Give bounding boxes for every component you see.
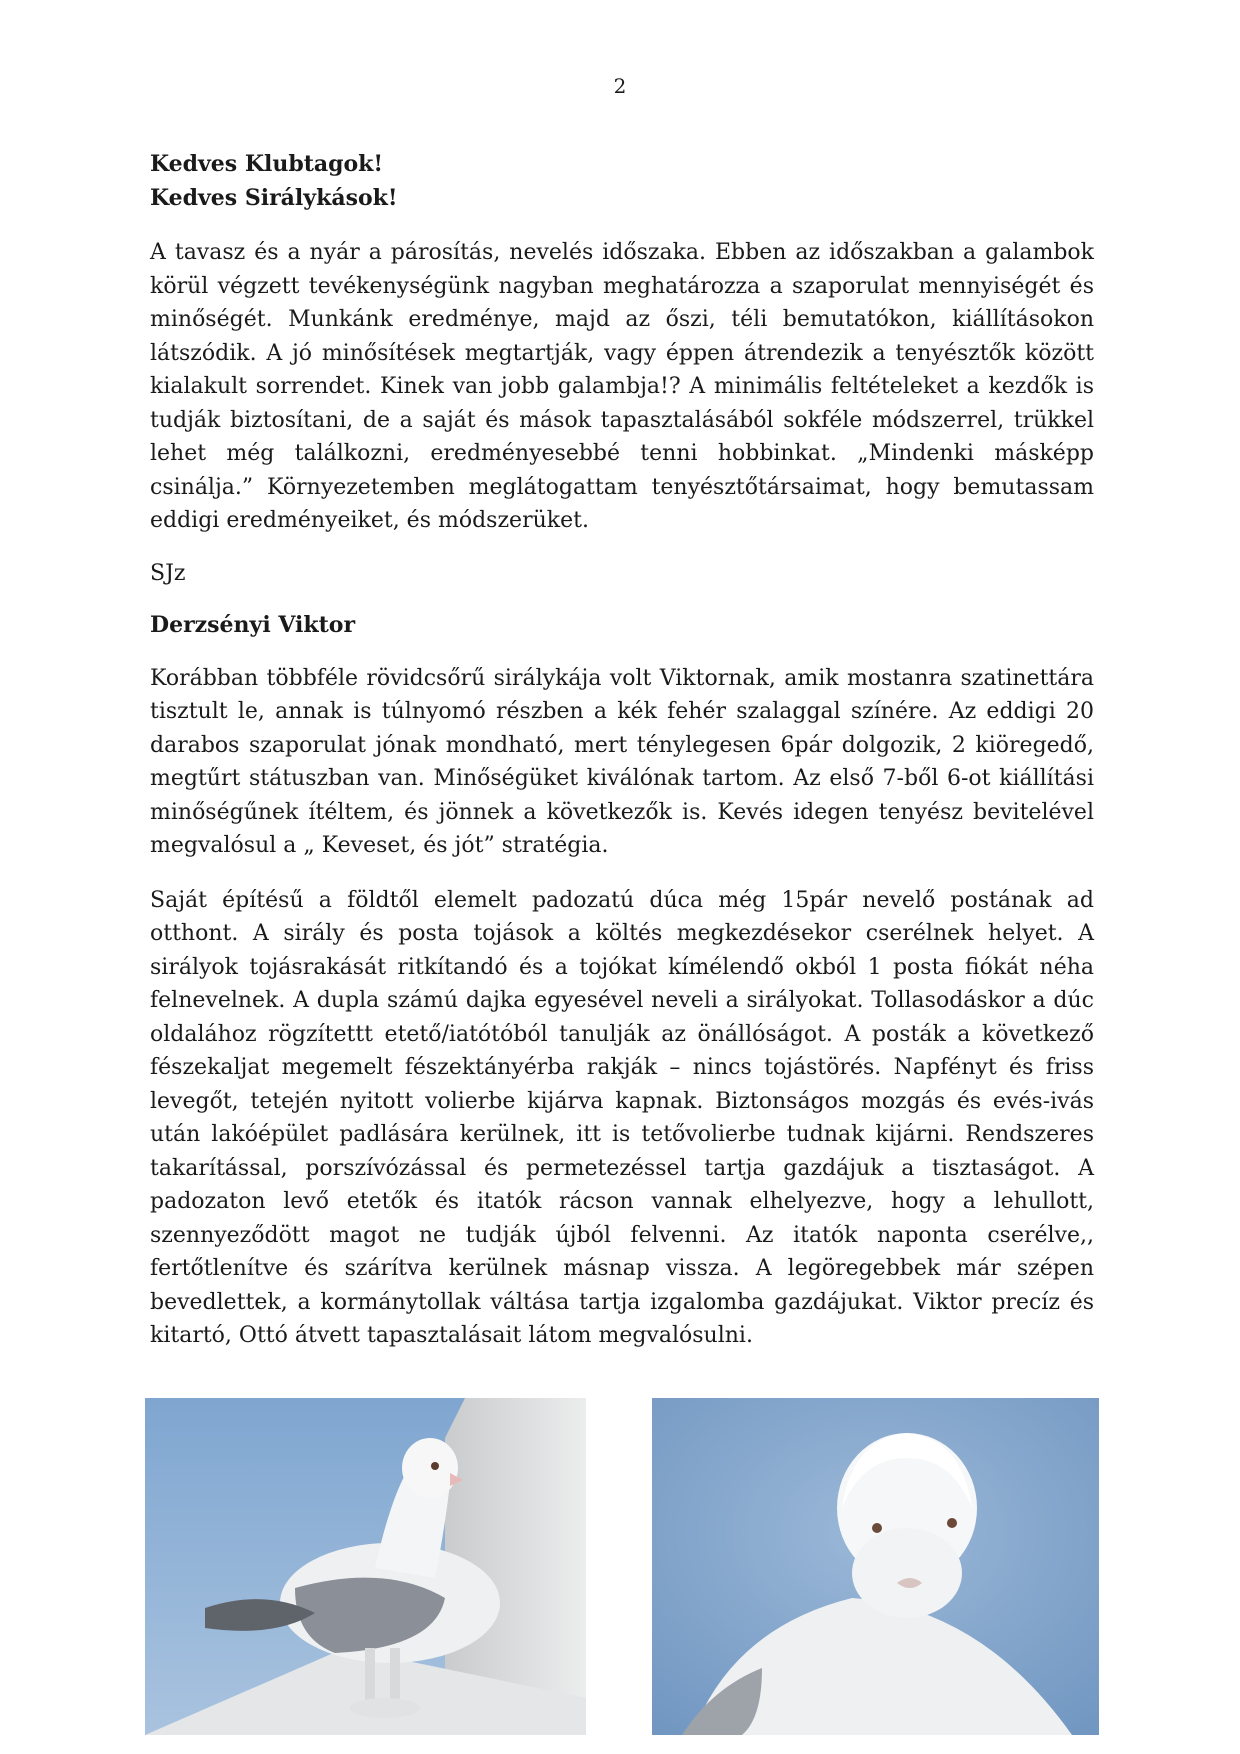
page-number: 2	[613, 74, 627, 98]
section-paragraph-1: Korábban többféle rövidcsőrű sirálykája volt Viktornak, amik mostanra szatinettára tisztult le, annak is túlnyomó részben a kék fehér szalaggal színére. Az eddigi 20 darabos szaporulat jónak mondható, mert ténylegesen 6pár dolgozik, 2 kiöregedő, megtűrt státuszban van. Minőségüket kiválónak tartom. Az első 7-ből 6-ot kiállítási minőségűnek ítéltem, és jönnek a következők is. Kevés idegen tenyész bevitelével megvalósul a „ Keveset, és jót” stratégia.	[150, 665, 1094, 858]
intro-paragraph: A tavasz és a nyár a párosítás, nevelés időszaka. Ebben az időszakban a galambok körül végzett tevékenységünk nagyban meghatározza a szaporulat mennyiségét és minőségét. Munkánk eredménye, majd az őszi, téli bemutatókon, kiállításokon látszódik. A jó minősítések megtartják, vagy éppen átrendezik a tenyésztők között kialakult sorrendet. Kinek van jobb galambja!? A minimális feltételeket a kezdők is tudják biztosítani, de a saját és mások tapasztalásából sokféle módszerrel, trükkel lehet még találkozni, eredményesebbé tenni hobbinkat. „Mindenki másképp csinálja.” Környezetemben meglátogattam tenyésztőtársaimat, hogy bemutassam eddigi eredményeiket, és módszerüket.	[150, 240, 1094, 533]
section-heading: Derzsényi Viktor	[150, 612, 356, 638]
pigeon-photo-left	[145, 1398, 586, 1735]
greeting-line-2: Kedves Sirálykások!	[150, 184, 398, 211]
pigeon-photo-right	[652, 1398, 1099, 1735]
pigeon-standing-image	[145, 1398, 586, 1735]
article-body	[150, 148, 1094, 1353]
section-paragraph-2: Saját építésű a földtől elemelt padozatú dúca még 15pár nevelő postának ad otthont. A sirály és posta tojások a költés megkezdésekor cserélnek helyet. A sirályok tojásrakását ritkítandó és a tojókat kímélendő okból 1 posta fiókát néha felnevelnek. A dupla számú dajka egyesével neveli a sirályokat. Tollasodáskor a dúc oldalához rögzítettt etető/iatótóból tanulják az önállóságot. A posták a következő fészekaljat megemelt fészektányérba rakják – nincs tojástörés. Napfényt és friss levegőt, tetején nyitott volierbe kijárva kapnak. Biztonságos mozgás és evés-ivás után lakóépület padlására kerülnek, itt is tetővolierbe tudnak kijárni. Rendszeres takarítással, porszívózással és permetezéssel tartja gazdájuk a tisztaságot. A padozaton levő etetők és itatók rácson vannak elhelyezve, hogy a lehullott, szennyeződött magot ne tudják újból felvenni. Az itatók naponta cserélve,, fertőtlenítve és szárítva kerülnek másnap vissza. A legöregebbek már szépen bevedlettek, a kormánytollak váltása tartja izgalomba gazdájukat. Viktor precíz és kitartó, Ottó átvett tapasztalásait látom megvalósulni.	[150, 887, 1094, 1348]
pigeon-portrait-image	[652, 1398, 1099, 1735]
greeting-line-1: Kedves Klubtagok!	[150, 151, 384, 177]
signature: SJz	[150, 560, 186, 586]
